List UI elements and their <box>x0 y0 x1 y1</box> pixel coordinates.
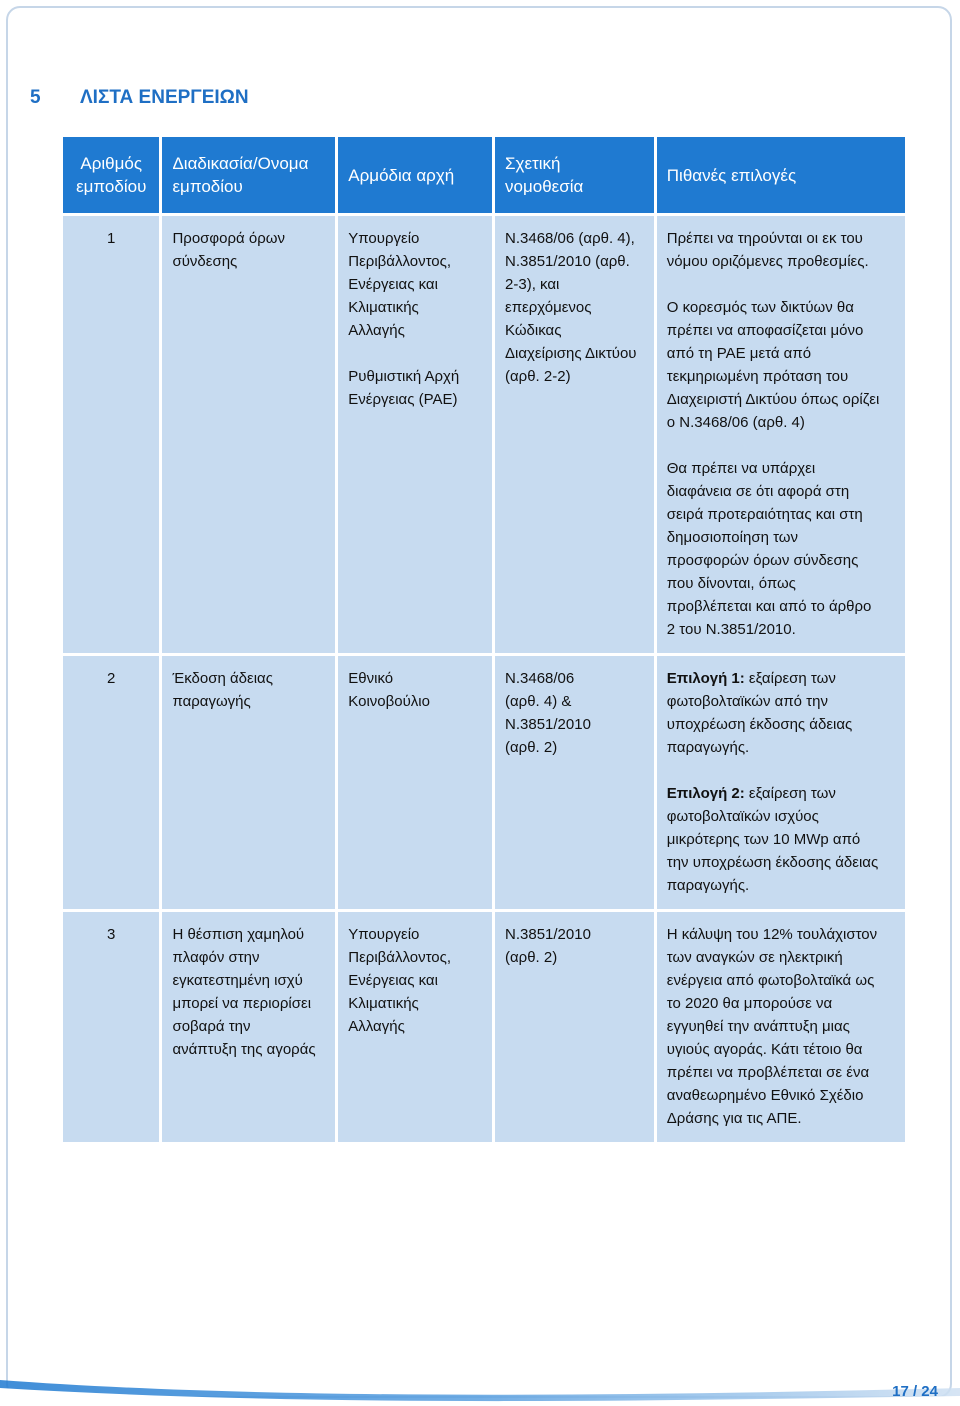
barrier-authority: Υπουργείο Περιβάλλοντος, Ενέργειας και Κλιματικής Αλλαγής Ρυθμιστική Αρχή Ενέργειας (ΡΑΕ) <box>338 216 492 653</box>
barrier-number: 1 <box>63 216 159 653</box>
header-authority: Αρμόδια αρχή <box>338 137 492 213</box>
barrier-procedure: Προσφορά όρων σύνδεσης <box>162 216 335 653</box>
barrier-authority: Υπουργείο Περιβάλλοντος, Ενέργειας και Κλιματικής Αλλαγής <box>338 912 492 1142</box>
barrier-legislation: Ν.3851/2010 (αρθ. 2) <box>495 912 654 1142</box>
table-row <box>63 656 905 909</box>
barrier-legislation: Ν.3468/06 (αρθ. 4), Ν.3851/2010 (αρθ. 2-3), και επερχόμενος Κώδικας Διαχείρισης Δικτύου (αρθ. 2-2) <box>495 216 654 653</box>
barrier-legislation: Ν.3468/06 (αρθ. 4) & Ν.3851/2010 (αρθ. 2) <box>495 656 654 909</box>
barrier-options: Πρέπει να τηρούνται οι εκ του νόμου οριζόμενες προθεσμίες. Ο κορεσμός των δικτύων θα πρέπει να αποφασίζεται μόνο από τη ΡΑΕ μετά από τεκμηριωμένη πρόταση του Διαχειριστή Δικτύου όπως ορίζει ο Ν.3468/06 (αρθ. 4) Θα πρέπει να υπάρχει διαφάνεια σε ότι αφορά στη σειρά προτεραιότητας και στη δημοσιοποίηση των προσφορών όρων σύνδεσης που δίνονται, όπως προβλέπεται και από το άρθρο 2 του Ν.3851/2010. <box>657 216 905 653</box>
table-header-row <box>63 137 905 213</box>
option-1-label: Επιλογή 1: <box>666 670 745 687</box>
page-number: 17 / 24 <box>892 1383 938 1400</box>
header-legislation: Σχετική νομοθεσία <box>495 137 654 213</box>
table-row <box>63 216 905 653</box>
barrier-options: Η κάλυψη του 12% τουλάχιστον των αναγκών σε ηλεκτρική ενέργεια από φωτοβολταϊκά ως το 2020 θα μπορούσε να εγγυηθεί την ανάπτυξη μιας υγιούς αγοράς. Κάτι τέτοιο θα πρέπει να προβλέπεται σε ένα αναθεωρημένο Εθνικό Σχέδιο Δράσης για τις ΑΠΕ. <box>657 912 905 1142</box>
barrier-procedure: Η θέσπιση χαμηλού πλαφόν στην εγκατεστημένη ισχύ μπορεί να περιορίσει σοβαρά την ανάπτυξη της αγοράς <box>162 912 335 1142</box>
barrier-number: 3 <box>63 912 159 1142</box>
header-procedure: Διαδικασία/Ονομα εμποδίου <box>162 137 335 213</box>
actions-table <box>60 134 908 1145</box>
barrier-options: Επιλογή 1: εξαίρεση των φωτοβολταϊκών από την υποχρέωση έκδοσης άδειας παραγωγής. Επιλογή 2: εξαίρεση των φωτοβολταϊκών ισχύος μικρότερης των 10 MWp από την υποχρέωση έκδοσης άδειας παραγωγής. <box>657 656 905 909</box>
header-options: Πιθανές επιλογές <box>657 137 905 213</box>
section-number: 5 <box>30 87 41 108</box>
table-row <box>63 912 905 1142</box>
option-2-label: Επιλογή 2: <box>666 785 745 802</box>
barrier-procedure: Έκδοση άδειας παραγωγής <box>162 656 335 909</box>
section-heading <box>30 86 249 110</box>
footer-wave-graphic <box>0 1358 960 1406</box>
header-barrier-number: Αριθμός εμποδίου <box>63 137 159 213</box>
section-title: ΛΙΣΤΑ ΕΝΕΡΓΕΙΩΝ <box>80 87 249 108</box>
barrier-number: 2 <box>63 656 159 909</box>
barrier-authority: Εθνικό Κοινοβούλιο <box>338 656 492 909</box>
